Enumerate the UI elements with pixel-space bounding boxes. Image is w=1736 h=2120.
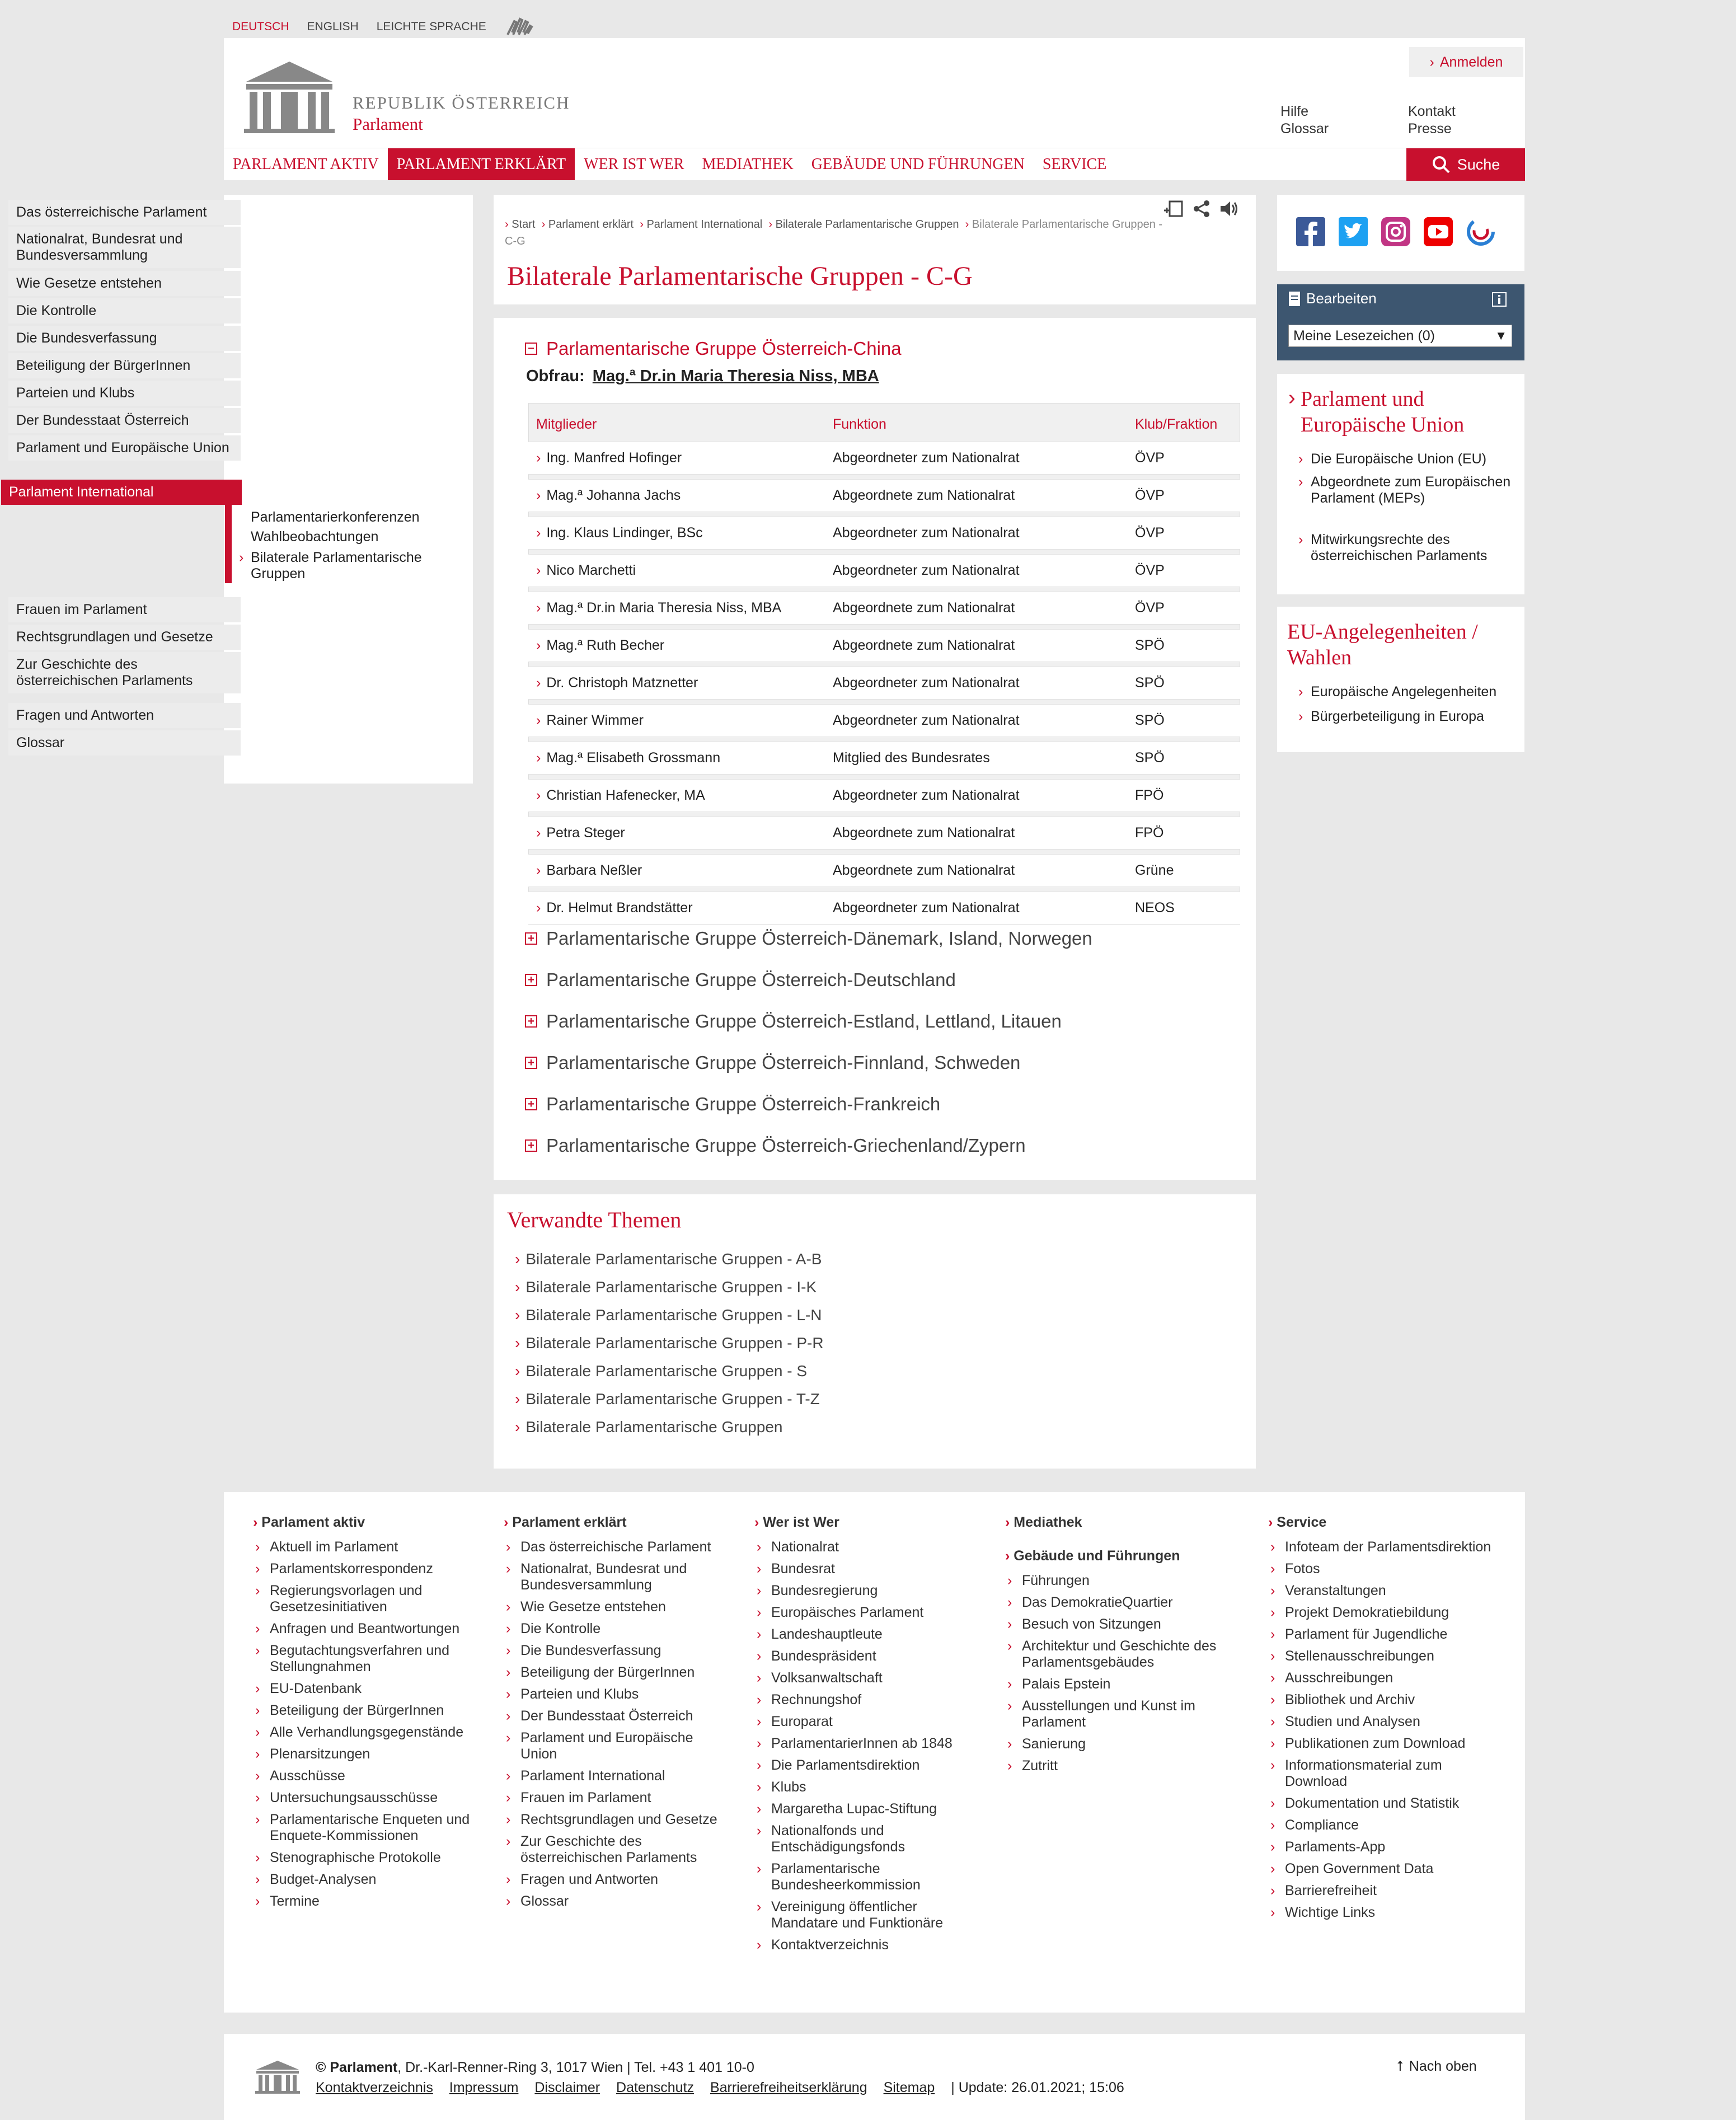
table-row [528,629,1240,662]
footer-link[interactable]: › Die Kontrolle [504,1621,728,1637]
footer-col1-head[interactable]: › Parlament aktiv [253,1514,365,1530]
nav-wer-ist-wer[interactable]: WER IST WER [584,155,684,173]
share-icon[interactable] [1192,199,1211,218]
member-function: Abgeordneter zum Nationalrat [825,554,1127,587]
footer-link[interactable]: › Rechnungshof [754,1692,978,1708]
member-club: SPÖ [1127,667,1240,700]
footer-link[interactable]: › Projekt Demokratiebildung [1268,1605,1492,1621]
sidebar-item[interactable]: Das österreichische Parlament [8,200,241,225]
group-title: Parlamentarische Gruppe Österreich-Estland, Lettland, Litauen [546,1011,1062,1031]
related-link[interactable]: › Bilaterale Parlamentarische Gruppen - T-Z [515,1390,820,1408]
member-name-link[interactable]: › Petra Steger [528,817,825,850]
footer-link[interactable]: › Sanierung [1005,1736,1229,1752]
footer-link-disclaimer[interactable]: Disclaimer [534,2080,600,2095]
eu-affairs-link[interactable]: Bürgerbeteiligung in Europa [1311,709,1484,724]
eu-panel-title[interactable]: Parlament und Europäische Union [1301,387,1465,437]
footer-link[interactable]: › Publikationen zum Download [1268,1736,1492,1752]
footer-link[interactable]: › Stenographische Protokolle [253,1850,477,1866]
footer-link[interactable]: › Glossar [504,1893,728,1910]
col-header-club: Klub/Fraktion [1135,416,1218,432]
footer-link[interactable]: › ParlamentarierInnen ab 1848 [754,1736,978,1752]
footer-link-kontakt[interactable]: Kontaktverzeichnis [316,2080,433,2095]
member-name-link[interactable]: › Christian Hafenecker, MA [528,779,825,812]
group-toggle[interactable] [525,928,1092,949]
member-club: FPÖ [1127,779,1240,812]
logo-line1: REPUBLIK ÖSTERREICH [353,93,570,112]
footer-link[interactable]: › Landeshauptleute [754,1626,978,1643]
breadcrumb-erklaert[interactable]: Parlament erklärt [548,218,634,231]
chair-line [526,367,879,386]
footer-link[interactable]: › Klubs [754,1779,978,1795]
footer-link[interactable]: › Nationalfonds und Entschädigungsfonds [754,1823,978,1855]
col-header-members: Mitglieder [536,416,597,432]
twitter-icon[interactable] [1339,217,1368,246]
eu-link[interactable]: Mitwirkungsrechte des österreichischen Parlaments [1311,532,1488,564]
arrow-up-icon: ⭡ [1397,2058,1404,2074]
member-function: Abgeordneter zum Nationalrat [825,892,1127,925]
lang-leichte-sprache[interactable]: LEICHTE SPRACHE [376,20,486,33]
sidebar-item[interactable]: Die Bundesverfassung [8,326,241,351]
footer-link[interactable]: › Vereinigung öffentlicher Mandatare und Funktionäre [754,1899,978,1931]
footer-link[interactable]: › EU-Datenbank [253,1681,477,1697]
member-function: Abgeordnete zum Nationalrat [825,854,1127,887]
member-function: Abgeordnete zum Nationalrat [825,629,1127,662]
parliament-small-logo-icon[interactable] [254,2060,301,2094]
member-club: ÖVP [1127,442,1240,475]
footer-link[interactable]: › Führungen [1005,1573,1229,1589]
footer-link[interactable]: › Parlament für Jugendliche [1268,1626,1492,1643]
group-toggle[interactable] [525,969,956,991]
member-name-link[interactable]: › Dr. Helmut Brandstätter [528,892,825,925]
member-function: Abgeordneter zum Nationalrat [825,779,1127,812]
footer-link[interactable]: › Margaretha Lupac-Stiftung [754,1801,978,1817]
footer-link[interactable]: › Die Parlamentsdirektion [754,1757,978,1774]
footer-link[interactable]: › Dokumentation und Statistik [1268,1795,1492,1812]
footer-link[interactable]: › Informationsmaterial zum Download [1268,1757,1492,1790]
copyright-org: © Parlament [316,2060,398,2075]
footer-link[interactable]: › Frauen im Parlament [504,1790,728,1806]
sidebar-item[interactable]: Wie Gesetze entstehen [8,271,241,296]
member-name-link[interactable]: › Rainer Wimmer [528,704,825,737]
contact-link[interactable]: Kontakt [1408,104,1456,119]
footer-link[interactable]: › Zur Geschichte des österreichischen Parlaments [504,1833,728,1866]
member-club: Grüne [1127,854,1240,887]
group-china-title: Parlamentarische Gruppe Österreich-China [546,338,902,359]
table-row [528,479,1240,512]
expand-icon: + [525,1057,537,1069]
sidebar-item[interactable]: Der Bundesstaat Österreich [8,408,241,433]
member-club: ÖVP [1127,554,1240,587]
page-title: Bilaterale Parlamentarische Gruppen - C-G [507,261,973,291]
member-club: ÖVP [1127,517,1240,550]
footer-col4-head[interactable]: › Mediathek [1005,1514,1082,1530]
footer-link[interactable]: › Besuch von Sitzungen [1005,1616,1229,1633]
footer-link[interactable]: › Kontaktverzeichnis [754,1937,978,1953]
bookmarks-select[interactable] [1288,325,1512,347]
member-name-link[interactable]: › Mag.ª Johanna Jachs [528,479,825,512]
footer-link[interactable]: › Parlament und Europäische Union [504,1730,728,1762]
footer-link[interactable]: › Stellenausschreibungen [1268,1648,1492,1664]
member-name-link[interactable]: › Mag.ª Dr.in Maria Theresia Niss, MBA [528,592,825,625]
footer-link[interactable]: › Zutritt [1005,1758,1229,1774]
login-label: Anmelden [1439,54,1503,70]
footer-link[interactable]: › Fragen und Antworten [504,1872,728,1888]
footer-link[interactable]: › Studien und Analysen [1268,1714,1492,1730]
login-button[interactable] [1409,47,1523,77]
group-title: Parlamentarische Gruppe Österreich-Frankreich [546,1094,941,1114]
footer-link[interactable]: › Parlamentskorrespondenz [253,1561,477,1577]
footer-link[interactable]: › Compliance [1268,1817,1492,1833]
member-function: Abgeordneter zum Nationalrat [825,517,1127,550]
language-bar [232,16,533,38]
nav-service[interactable]: SERVICE [1042,155,1107,173]
parliament-logo-icon[interactable] [242,59,337,134]
table-row [528,854,1240,887]
footer-link[interactable]: › Parlament International [504,1768,728,1784]
col-header-function: Funktion [833,416,886,432]
footer-link[interactable]: › Ausstellungen und Kunst im Parlament [1005,1698,1229,1730]
back-to-top-label: Nach oben [1409,2058,1477,2074]
footer-link[interactable]: › Bundespräsident [754,1648,978,1664]
sidebar-item[interactable]: Parlament und Europäische Union [8,435,241,461]
related-link[interactable]: › Bilaterale Parlamentarische Gruppen - L-N [515,1306,822,1324]
group-toggle[interactable] [525,1094,940,1115]
edit-header[interactable] [1288,290,1377,307]
update-info: | Update: 26.01.2021; 15:06 [951,2080,1124,2095]
table-row [528,667,1240,700]
member-name-link[interactable]: › Mag.ª Elisabeth Grossmann [528,742,825,775]
footer-link[interactable]: › Open Government Data [1268,1861,1492,1877]
address: , Dr.-Karl-Renner-Ring 3, 1017 Wien | Tel. +43 1 401 10-0 [397,2060,754,2075]
bookmarks-value: Meine Lesezeichen (0) [1293,327,1435,344]
footer-link[interactable]: › Volksanwaltschaft [754,1670,978,1686]
sidebar-item[interactable]: Nationalrat, Bundesrat und Bundesversammlung [8,227,241,268]
footer-link[interactable]: › Untersuchungsausschüsse [253,1790,477,1806]
member-club: SPÖ [1127,629,1240,662]
member-name-link[interactable]: › Dr. Christoph Matznetter [528,667,825,700]
footer-col3 [754,1539,978,1959]
footer-link[interactable]: › Bundesrat [754,1561,978,1577]
footer-link[interactable]: › Rechtsgrundlagen und Gesetze [504,1812,728,1828]
help-link[interactable]: Hilfe [1280,104,1309,119]
info-icon[interactable] [1492,292,1507,307]
breadcrumb-gruppen[interactable]: Bilaterale Parlamentarische Gruppen [775,218,959,231]
instagram-icon[interactable] [1381,217,1410,246]
footer-link[interactable]: › Ausschüsse [253,1768,477,1784]
group-title: Parlamentarische Gruppe Österreich-Griechenland/Zypern [546,1135,1026,1156]
search-label: Suche [1457,156,1500,173]
member-name-link[interactable]: › Ing. Manfred Hofinger [528,442,825,475]
lang-deutsch[interactable]: DEUTSCH [232,20,289,33]
footer-link-sitemap[interactable]: Sitemap [883,2080,935,2095]
footer-link-datenschutz[interactable]: Datenschutz [616,2080,694,2095]
group-title: Parlamentarische Gruppe Österreich-Dänemark, Island, Norwegen [546,928,1092,949]
breadcrumb-start[interactable]: Start [512,218,536,231]
document-icon [1288,291,1301,307]
sidebar-item[interactable]: Glossar [8,730,241,756]
footer-link[interactable]: › Parteien und Klubs [504,1686,728,1702]
footer-link[interactable]: › Fotos [1268,1561,1492,1577]
breadcrumb-current: Bilaterale Parlamentarische Gruppen - C-G [505,218,1163,247]
table-row [528,517,1240,550]
active-section-marker [225,504,232,583]
footer-link[interactable]: › Alle Verhandlungsgegenstände [253,1724,477,1741]
footer-link[interactable]: › Aktuell im Parlament [253,1539,477,1555]
footer-link-impressum[interactable]: Impressum [449,2080,519,2095]
footer-link[interactable]: › Budget-Analysen [253,1872,477,1888]
chevron-right-icon: › [1429,54,1434,70]
member-function: Abgeordneter zum Nationalrat [825,667,1127,700]
eu-link[interactable]: Die Europäische Union (EU) [1311,451,1487,467]
main-nav [224,148,1525,180]
group-toggle[interactable] [525,1011,1062,1032]
footer-link[interactable]: › Termine [253,1893,477,1910]
footer-link[interactable]: › Beteiligung der BürgerInnen [253,1702,477,1719]
member-function: Abgeordneter zum Nationalrat [825,442,1127,475]
footer-link[interactable]: › Das österreichische Parlament [504,1539,728,1555]
related-link[interactable]: › Bilaterale Parlamentarische Gruppen - S [515,1362,808,1380]
sidebar-subitem-active[interactable]: Bilaterale Parlamentarische Gruppen [251,550,422,581]
footer-link[interactable]: › Der Bundesstaat Österreich [504,1708,728,1724]
sidebar-item-active[interactable]: Parlament International [1,480,242,505]
search-button[interactable] [1406,148,1525,181]
member-club: SPÖ [1127,704,1240,737]
eu-affairs-link[interactable]: Europäische Angelegenheiten [1311,684,1497,700]
group-toggle[interactable] [525,1135,1026,1156]
expand-icon: + [525,1098,537,1110]
chevron-right-icon: › [1298,532,1303,547]
sign-language-icon[interactable] [504,16,533,38]
eu-affairs-title[interactable]: EU-Angelegenheiten / Wahlen [1287,620,1478,669]
expand-icon: + [525,1015,537,1028]
bookmark-add-icon[interactable] [1163,199,1184,218]
footer-link[interactable]: › Anfragen und Beantwortungen [253,1621,477,1637]
footer-link[interactable]: › Das DemokratieQuartier [1005,1594,1229,1611]
group-title: Parlamentarische Gruppe Österreich-Deutschland [546,969,956,990]
member-club: ÖVP [1127,592,1240,625]
footer-link[interactable]: › Barrierefreiheit [1268,1883,1492,1899]
table-row [528,592,1240,625]
member-function: Abgeordnete zum Nationalrat [825,592,1127,625]
member-function: Abgeordneter zum Nationalrat [825,704,1127,737]
eu-link[interactable]: Abgeordnete zum Europäischen Parlament (MEPs) [1311,474,1511,506]
related-link[interactable]: › Bilaterale Parlamentarische Gruppen [515,1418,783,1436]
sidebar-item[interactable]: Frauen im Parlament [8,597,241,622]
sidebar-subitem[interactable]: Parlamentarierkonferenzen [251,509,420,525]
footer-link[interactable]: › Die Bundesverfassung [504,1643,728,1659]
bottom-bar [224,2034,1525,2120]
related-link[interactable]: › Bilaterale Parlamentarische Gruppen - P-R [515,1334,824,1352]
facebook-icon[interactable] [1296,217,1325,246]
footer-link[interactable]: › Parlamentarische Enqueten und Enquete-Kommissionen [253,1812,477,1844]
footer-link[interactable]: › Europäisches Parlament [754,1605,978,1621]
footer-link[interactable]: › Parlamentarische Bundesheerkommission [754,1861,978,1893]
chair-name-link[interactable]: Mag.ª Dr.in Maria Theresia Niss, MBA [592,367,879,385]
expand-icon: + [525,974,537,986]
lang-english[interactable]: ENGLISH [307,20,359,33]
table-header-row [528,412,1240,437]
footer-link[interactable]: › Nationalrat, Bundesrat und Bundesversammlung [504,1561,728,1593]
table-row [528,442,1240,475]
footer-link[interactable]: › Plenarsitzungen [253,1746,477,1762]
footer-link[interactable]: › Architektur und Geschichte des Parlamentsgebäudes [1005,1638,1229,1671]
footer-link[interactable]: › Wie Gesetze entstehen [504,1599,728,1615]
speaker-icon[interactable] [1219,199,1239,218]
footer-link[interactable]: › Ausschreibungen [1268,1670,1492,1686]
youtube-icon[interactable] [1424,217,1453,246]
logo-line2: Parlament [353,114,423,134]
footer-col4b-head[interactable]: › Gebäude und Führungen [1005,1548,1180,1564]
group-title: Parlamentarische Gruppe Österreich-Finnland, Schweden [546,1052,1021,1073]
table-row [528,704,1240,737]
edit-label: Bearbeiten [1306,290,1377,307]
members-table [528,407,1240,929]
chevron-right-icon: › [1298,709,1303,724]
sidebar-item[interactable]: Parteien und Klubs [8,381,241,406]
footer-link[interactable]: › Palais Epstein [1005,1676,1229,1692]
footer-link[interactable]: › Parlaments-App [1268,1839,1492,1855]
social-icons [1296,217,1495,246]
footer-link[interactable]: › Wichtige Links [1268,1905,1492,1921]
collapse-icon: − [525,343,537,355]
footer-col2 [504,1539,728,1915]
glossary-link[interactable]: Glossar [1280,121,1329,137]
member-function: Abgeordnete zum Nationalrat [825,817,1127,850]
chair-label: Obfrau: [526,367,585,385]
table-row [528,742,1240,775]
member-club: FPÖ [1127,817,1240,850]
nav-parlament-aktiv[interactable]: PARLAMENT AKTIV [233,155,379,173]
table-row [528,817,1240,850]
page-tools [1163,199,1239,218]
sidebar-item[interactable]: Zur Geschichte des österreichischen Parlaments [8,652,241,693]
group-china-toggle[interactable] [525,338,902,359]
footer-link[interactable]: › Beteiligung der BürgerInnen [504,1664,728,1681]
member-name-link[interactable]: › Ing. Klaus Lindinger, BSc [528,517,825,550]
back-to-top[interactable] [1397,2058,1477,2075]
nav-parlament-erklaert[interactable]: PARLAMENT ERKLÄRT [388,148,575,180]
member-club: NEOS [1127,892,1240,925]
footer-col1 [253,1539,477,1915]
footer-link[interactable]: › Bibliothek und Archiv [1268,1692,1492,1708]
nav-mediathek[interactable]: MEDIATHEK [702,155,794,173]
footer-col2-head[interactable]: › Parlament erklärt [504,1514,627,1530]
sidebar-item[interactable]: Fragen und Antworten [8,703,241,728]
member-function: Mitglied des Bundesrates [825,742,1127,775]
footer-link[interactable]: › Regierungsvorlagen und Gesetzesinitiativen [253,1583,477,1615]
footer-link[interactable]: › Bundesregierung [754,1583,978,1599]
footer-link[interactable]: › Europarat [754,1714,978,1730]
footer-link[interactable]: › Infoteam der Parlamentsdirektion [1268,1539,1492,1555]
member-club: SPÖ [1127,742,1240,775]
nav-gebaeude[interactable]: GEBÄUDE UND FÜHRUNGEN [811,155,1025,173]
util-links-right [1408,103,1456,138]
member-name-link[interactable]: › Nico Marchetti [528,554,825,587]
group-toggle[interactable] [525,1052,1020,1073]
copyright-line [316,2060,754,2076]
expand-icon: + [525,932,537,945]
member-function: Abgeordnete zum Nationalrat [825,479,1127,512]
footer-link[interactable]: › Nationalrat [754,1539,978,1555]
chevron-right-icon: › [1298,684,1303,700]
related-link[interactable]: › Bilaterale Parlamentarische Gruppen - A-B [515,1250,822,1268]
chevron-right-icon: › [1288,386,1296,410]
member-name-link[interactable]: › Barbara Neßler [528,854,825,887]
search-icon [1432,155,1451,174]
sidebar-item[interactable]: Die Kontrolle [8,298,241,323]
footer-link[interactable]: › Begutachtungsverfahren und Stellungnahmen [253,1643,477,1675]
footer-link-barrierefreiheit[interactable]: Barrierefreiheitserklärung [710,2080,867,2095]
chevron-right-icon: › [1298,474,1303,490]
partner-logo-icon[interactable] [1466,217,1495,246]
table-row [528,779,1240,812]
sidebar-item[interactable]: Rechtsgrundlagen und Gesetze [8,625,241,650]
press-link[interactable]: Presse [1408,121,1452,137]
breadcrumb-international[interactable]: Parlament International [646,218,763,231]
util-links-left [1280,103,1329,138]
table-row [528,554,1240,587]
chevron-down-icon: ▼ [1495,329,1507,343]
footer-col4 [1005,1573,1229,1780]
related-link[interactable]: › Bilaterale Parlamentarische Gruppen - I-K [515,1278,817,1296]
footer-col5-head[interactable]: › Service [1268,1514,1327,1530]
expand-icon: + [525,1139,537,1152]
bottom-links [316,2080,1124,2096]
related-title: Verwandte Themen [507,1207,682,1232]
member-club: ÖVP [1127,479,1240,512]
footer-col3-head[interactable]: › Wer ist Wer [754,1514,839,1530]
sidebar [224,195,473,784]
sidebar-item[interactable]: Beteiligung der BürgerInnen [8,353,241,378]
footer-col5 [1268,1539,1492,1926]
member-name-link[interactable]: › Mag.ª Ruth Becher [528,629,825,662]
breadcrumb: › Start › Parlament erklärt › Parlament International › Bilaterale Parlamentarische Gruppen › Bilaterale Parlamentarische Gruppen - C-G [505,218,1163,247]
table-row [528,892,1240,925]
sidebar-subitem[interactable]: Wahlbeobachtungen [251,529,379,545]
chevron-right-icon: › [1298,451,1303,467]
footer-link[interactable]: › Veranstaltungen [1268,1583,1492,1599]
chevron-right-icon: › [239,550,244,565]
